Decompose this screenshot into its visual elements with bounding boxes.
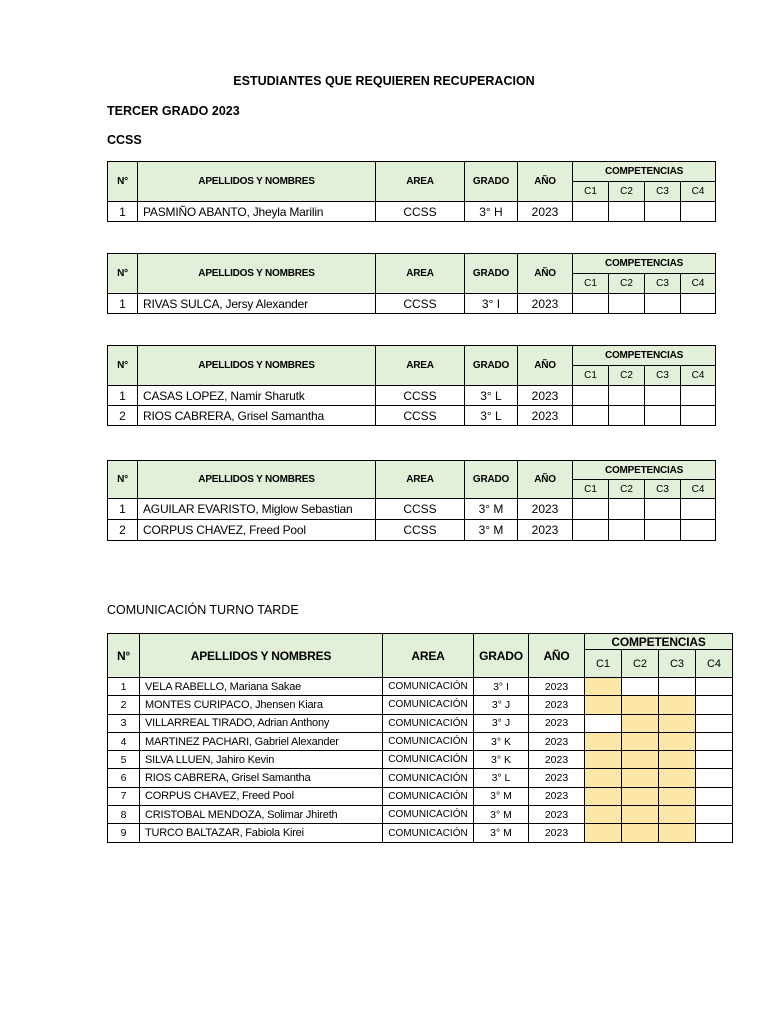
ccss-2-header-grade: GRADO (465, 254, 518, 294)
row-number: 2 (108, 696, 140, 714)
student-name: CASAS LOPEZ, Namir Sharutk (138, 386, 376, 406)
row-area: CCSS (376, 202, 465, 222)
row-number: 1 (108, 202, 138, 222)
student-name: VELA RABELLO, Mariana Sakae (140, 678, 383, 696)
comm-header-competencias: COMPETENCIAS (585, 634, 733, 650)
ccss-1-header-name: APELLIDOS Y NOMBRES (138, 162, 376, 202)
row-grade: 3° I (465, 294, 518, 314)
table-row (108, 499, 716, 520)
competencia-c2-cell (622, 714, 659, 732)
row-area: COMUNICACIÓN (383, 714, 474, 732)
ccss-2-header-c1: C1 (573, 274, 609, 294)
competencia-c4-cell (696, 824, 733, 842)
row-number: 8 (108, 806, 140, 824)
ccss-3-header-area: AREA (376, 346, 465, 386)
ccss-4-header-area: AREA (376, 461, 465, 499)
ccss-4-header-grade: GRADO (465, 461, 518, 499)
competencia-c1-cell (585, 696, 622, 714)
row-number: 7 (108, 787, 140, 805)
student-name: MONTES CURIPACO, Jhensen Kiara (140, 696, 383, 714)
ccss-1-header-area: AREA (376, 162, 465, 202)
competencia-c4-cell (681, 406, 716, 426)
row-grade: 3° I (474, 678, 529, 696)
student-name: PASMIÑO ABANTO, Jheyla Marilin (138, 202, 376, 222)
ccss-4-header-year: AÑO (518, 461, 573, 499)
competencia-c2-cell (622, 696, 659, 714)
row-number: 1 (108, 386, 138, 406)
row-year: 2023 (518, 294, 573, 314)
ccss-4-header-c2: C2 (609, 480, 645, 499)
ccss-3-header-year: AÑO (518, 346, 573, 386)
table-row (108, 732, 733, 750)
competencia-c4-cell (696, 787, 733, 805)
competencia-c2-cell (609, 294, 645, 314)
ccss-2-header-area: AREA (376, 254, 465, 294)
row-grade: 3° K (474, 751, 529, 769)
ccss-3-header-c1: C1 (573, 366, 609, 386)
ccss-1-header-c4: C4 (681, 182, 716, 202)
competencia-c2-cell (609, 406, 645, 426)
row-grade: 3° M (474, 787, 529, 805)
competencia-c4-cell (696, 751, 733, 769)
ccss-2-header-competencias: COMPETENCIAS (573, 254, 716, 274)
competencia-c3-cell (659, 732, 696, 750)
ccss-table-2 (107, 253, 716, 314)
competencia-c1-cell (585, 787, 622, 805)
row-number: 1 (108, 499, 138, 520)
row-grade: 3° J (474, 714, 529, 732)
table-row (108, 787, 733, 805)
row-grade: 3° M (465, 499, 518, 520)
ccss-2-header-year: AÑO (518, 254, 573, 294)
competencia-c2-cell (609, 499, 645, 520)
comm-header-name: APELLIDOS Y NOMBRES (140, 634, 383, 678)
ccss-heading: CCSS (107, 133, 142, 147)
row-number: 1 (108, 294, 138, 314)
competencia-c3-cell (659, 714, 696, 732)
competencia-c2-cell (622, 732, 659, 750)
row-year: 2023 (529, 696, 585, 714)
ccss-2-header-c3: C3 (645, 274, 681, 294)
row-grade: 3° J (474, 696, 529, 714)
row-year: 2023 (518, 406, 573, 426)
row-area: COMUNICACIÓN (383, 787, 474, 805)
comm-header-year: AÑO (529, 634, 585, 678)
row-area: COMUNICACIÓN (383, 806, 474, 824)
competencia-c3-cell (659, 787, 696, 805)
ccss-2-header-num: N° (108, 254, 138, 294)
competencia-c4-cell (696, 732, 733, 750)
row-area: COMUNICACIÓN (383, 678, 474, 696)
ccss-4-header-competencias: COMPETENCIAS (573, 461, 716, 480)
table-row (108, 520, 716, 541)
row-area: COMUNICACIÓN (383, 732, 474, 750)
competencia-c3-cell (645, 520, 681, 541)
competencia-c4-cell (696, 714, 733, 732)
competencia-c3-cell (659, 769, 696, 787)
competencia-c1-cell (573, 520, 609, 541)
row-area: COMUNICACIÓN (383, 824, 474, 842)
row-year: 2023 (529, 787, 585, 805)
comm-header-c3: C3 (659, 650, 696, 678)
ccss-1-header-competencias: COMPETENCIAS (573, 162, 716, 182)
ccss-3-header-name: APELLIDOS Y NOMBRES (138, 346, 376, 386)
competencia-c3-cell (659, 696, 696, 714)
row-grade: 3° H (465, 202, 518, 222)
row-number: 6 (108, 769, 140, 787)
competencia-c4-cell (681, 294, 716, 314)
comm-header-num: N° (108, 634, 140, 678)
row-grade: 3° M (465, 520, 518, 541)
row-year: 2023 (518, 499, 573, 520)
row-area: COMUNICACIÓN (383, 769, 474, 787)
table-row (108, 751, 733, 769)
student-name: VILLARREAL TIRADO, Adrian Anthony (140, 714, 383, 732)
ccss-3-header-num: N° (108, 346, 138, 386)
comm-header-grade: GRADO (474, 634, 529, 678)
student-name: CRISTOBAL MENDOZA, Solimar Jhireth (140, 806, 383, 824)
competencia-c1-cell (573, 202, 609, 222)
row-grade: 3° L (474, 769, 529, 787)
table-row (108, 294, 716, 314)
competencia-c3-cell (645, 386, 681, 406)
row-area: COMUNICACIÓN (383, 751, 474, 769)
row-grade: 3° K (474, 732, 529, 750)
page-title: ESTUDIANTES QUE REQUIEREN RECUPERACION (233, 74, 535, 88)
competencia-c2-cell (622, 806, 659, 824)
comm-heading: COMUNICACIÓN TURNO TARDE (107, 603, 299, 617)
row-grade: 3° L (465, 386, 518, 406)
ccss-2-header-c4: C4 (681, 274, 716, 294)
student-name: CORPUS CHAVEZ, Freed Pool (140, 787, 383, 805)
student-name: TURCO BALTAZAR, Fabiola Kirei (140, 824, 383, 842)
table-row (108, 202, 716, 222)
competencia-c2-cell (622, 787, 659, 805)
comm-table (107, 633, 733, 843)
competencia-c3-cell (659, 806, 696, 824)
competencia-c3-cell (645, 202, 681, 222)
table-row (108, 714, 733, 732)
row-grade: 3° M (474, 806, 529, 824)
competencia-c4-cell (696, 696, 733, 714)
ccss-1-header-year: AÑO (518, 162, 573, 202)
comm-header-c1: C1 (585, 650, 622, 678)
row-number: 2 (108, 406, 138, 426)
competencia-c3-cell (659, 678, 696, 696)
competencia-c4-cell (681, 499, 716, 520)
ccss-2-header-c2: C2 (609, 274, 645, 294)
row-number: 1 (108, 678, 140, 696)
row-number: 5 (108, 751, 140, 769)
table-row (108, 696, 733, 714)
competencia-c1-cell (573, 294, 609, 314)
competencia-c4-cell (681, 202, 716, 222)
competencia-c2-cell (609, 202, 645, 222)
row-number: 9 (108, 824, 140, 842)
competencia-c3-cell (645, 294, 681, 314)
table-row (108, 406, 716, 426)
row-year: 2023 (529, 824, 585, 842)
ccss-1-header-c2: C2 (609, 182, 645, 202)
competencia-c1-cell (585, 769, 622, 787)
row-year: 2023 (518, 202, 573, 222)
competencia-c1-cell (585, 678, 622, 696)
row-grade: 3° M (474, 824, 529, 842)
competencia-c1-cell (585, 806, 622, 824)
competencia-c4-cell (696, 769, 733, 787)
row-year: 2023 (518, 520, 573, 541)
ccss-4-header-num: N° (108, 461, 138, 499)
competencia-c1-cell (573, 499, 609, 520)
row-year: 2023 (518, 386, 573, 406)
ccss-4-header-name: APELLIDOS Y NOMBRES (138, 461, 376, 499)
ccss-1-header-c1: C1 (573, 182, 609, 202)
row-number: 2 (108, 520, 138, 541)
competencia-c2-cell (622, 751, 659, 769)
table-row (108, 806, 733, 824)
row-area: CCSS (376, 499, 465, 520)
ccss-3-header-competencias: COMPETENCIAS (573, 346, 716, 366)
competencia-c4-cell (696, 806, 733, 824)
row-year: 2023 (529, 806, 585, 824)
ccss-table-3 (107, 345, 716, 426)
competencia-c1-cell (585, 732, 622, 750)
competencia-c1-cell (585, 751, 622, 769)
competencia-c1-cell (573, 386, 609, 406)
ccss-2-header-name: APELLIDOS Y NOMBRES (138, 254, 376, 294)
competencia-c1-cell (573, 406, 609, 426)
ccss-4-header-c4: C4 (681, 480, 716, 499)
row-area: COMUNICACIÓN (383, 696, 474, 714)
row-year: 2023 (529, 678, 585, 696)
student-name: RIVAS SULCA, Jersy Alexander (138, 294, 376, 314)
ccss-4-header-c3: C3 (645, 480, 681, 499)
competencia-c4-cell (681, 386, 716, 406)
competencia-c4-cell (696, 678, 733, 696)
comm-header-c4: C4 (696, 650, 733, 678)
student-name: SILVA LLUEN, Jahiro Kevin (140, 751, 383, 769)
row-year: 2023 (529, 732, 585, 750)
ccss-table-1 (107, 161, 716, 222)
table-row (108, 769, 733, 787)
competencia-c1-cell (585, 824, 622, 842)
comm-header-c2: C2 (622, 650, 659, 678)
ccss-3-header-grade: GRADO (465, 346, 518, 386)
row-number: 4 (108, 732, 140, 750)
competencia-c3-cell (659, 751, 696, 769)
competencia-c2-cell (609, 520, 645, 541)
student-name: RIOS CABRERA, Grisel Samantha (140, 769, 383, 787)
ccss-3-header-c3: C3 (645, 366, 681, 386)
ccss-1-header-num: N° (108, 162, 138, 202)
competencia-c2-cell (622, 769, 659, 787)
grade-heading: TERCER GRADO 2023 (107, 104, 240, 118)
student-name: MARTINEZ PACHARI, Gabriel Alexander (140, 732, 383, 750)
competencia-c4-cell (681, 520, 716, 541)
ccss-table-4 (107, 460, 716, 541)
row-area: CCSS (376, 406, 465, 426)
comm-header-area: AREA (383, 634, 474, 678)
row-area: CCSS (376, 386, 465, 406)
ccss-4-header-c1: C1 (573, 480, 609, 499)
competencia-c3-cell (645, 406, 681, 426)
row-year: 2023 (529, 769, 585, 787)
competencia-c3-cell (659, 824, 696, 842)
table-row (108, 824, 733, 842)
competencia-c2-cell (622, 824, 659, 842)
competencia-c2-cell (609, 386, 645, 406)
ccss-3-header-c2: C2 (609, 366, 645, 386)
table-row (108, 678, 733, 696)
student-name: AGUILAR EVARISTO, Miglow Sebastian (138, 499, 376, 520)
ccss-1-header-grade: GRADO (465, 162, 518, 202)
competencia-c1-cell (585, 714, 622, 732)
ccss-3-header-c4: C4 (681, 366, 716, 386)
ccss-1-header-c3: C3 (645, 182, 681, 202)
row-area: CCSS (376, 520, 465, 541)
row-area: CCSS (376, 294, 465, 314)
student-name: RIOS CABRERA, Grisel Samantha (138, 406, 376, 426)
row-year: 2023 (529, 714, 585, 732)
row-year: 2023 (529, 751, 585, 769)
student-name: CORPUS CHAVEZ, Freed Pool (138, 520, 376, 541)
competencia-c2-cell (622, 678, 659, 696)
competencia-c3-cell (645, 499, 681, 520)
row-number: 3 (108, 714, 140, 732)
table-row (108, 386, 716, 406)
row-grade: 3° L (465, 406, 518, 426)
